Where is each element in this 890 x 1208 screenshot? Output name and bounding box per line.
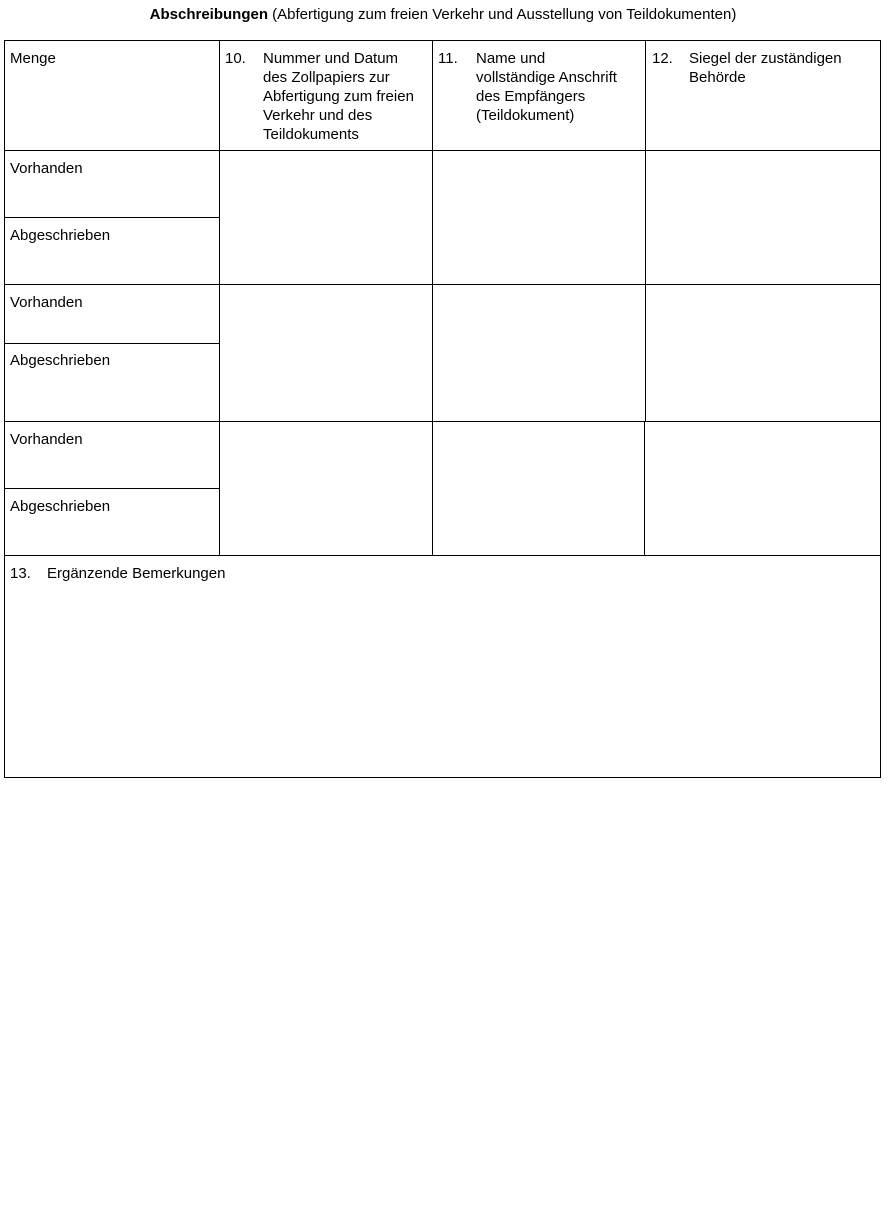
table-border-right bbox=[880, 40, 881, 778]
title-rest: (Abfertigung zum freien Verkehr und Ausstellung von Teildokumenten) bbox=[268, 6, 737, 23]
row-divider-3 bbox=[4, 555, 881, 556]
title-bold: Abschreibungen bbox=[149, 6, 268, 23]
row-3-available-label: Vorhanden bbox=[10, 431, 83, 448]
row-divider-1 bbox=[4, 284, 881, 285]
header-divider bbox=[4, 150, 881, 151]
header-field-11-label: Name und vollständige Anschrift des Empfängers (Teildokument) bbox=[476, 50, 617, 124]
table-border-top bbox=[4, 40, 881, 41]
subrow-divider-2 bbox=[4, 343, 219, 344]
col-divider-1 bbox=[219, 40, 220, 555]
remarks-label: Ergänzende Bemerkungen bbox=[47, 565, 226, 582]
remarks-number: 13. bbox=[10, 565, 31, 582]
col-divider-3b bbox=[644, 421, 645, 555]
row-3-written-off-label: Abgeschrieben bbox=[10, 498, 111, 515]
table-border-left bbox=[4, 40, 5, 778]
header-field-10-number: 10. bbox=[225, 50, 246, 67]
table-border-bottom bbox=[4, 777, 881, 778]
row-1-written-off-label: Abgeschrieben bbox=[10, 227, 111, 244]
header-field-12-number: 12. bbox=[652, 50, 673, 67]
header-field-10-label: Nummer und Datum des Zollpapiers zur Abfertigung zum freien Verkehr und des Teildokuments bbox=[263, 50, 414, 143]
col-divider-3a bbox=[645, 40, 646, 421]
subrow-divider-3 bbox=[4, 488, 219, 489]
header-quantity: Menge bbox=[10, 50, 56, 67]
header-field-11-number: 11. bbox=[438, 50, 458, 67]
subrow-divider-1 bbox=[4, 217, 219, 218]
row-1-available-label: Vorhanden bbox=[10, 160, 83, 177]
row-2-written-off-label: Abgeschrieben bbox=[10, 352, 111, 369]
row-divider-2 bbox=[4, 421, 881, 422]
header-field-12-label: Siegel der zuständigen Behörde bbox=[689, 50, 842, 86]
row-2-available-label: Vorhanden bbox=[10, 294, 83, 311]
form-title bbox=[0, 6, 886, 24]
col-divider-2 bbox=[432, 40, 433, 555]
